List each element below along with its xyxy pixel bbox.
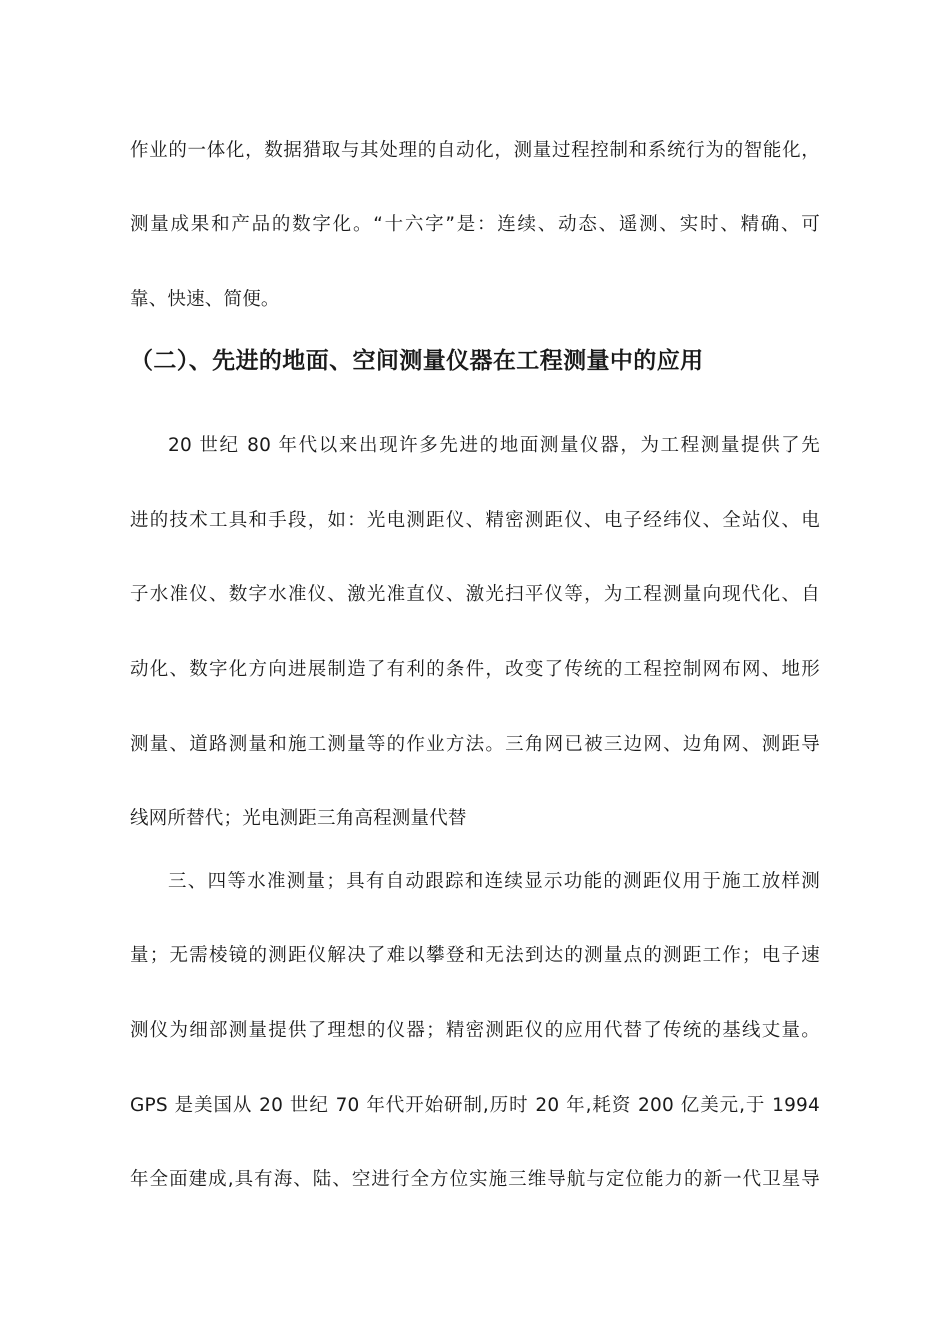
paragraph-2-line-6: 线网所替代；光电测距三角高程测量代替 — [130, 808, 467, 829]
paragraph-3-line-4: GPS 是美国从 20 世纪 70 年代开始研制,历时 20 年,耗资 200 亿美元,于 1994 — [130, 1095, 820, 1116]
paragraph-3-line-3: 测仪为细部测量提供了理想的仪器；精密测距仪的应用代替了传统的基线丈量。 — [130, 1020, 820, 1041]
paragraph-3-line-2: 量；无需棱镜的测距仪解决了难以攀登和无法到达的测量点的测距工作；电子速 — [130, 945, 820, 966]
paragraph-2-line-5: 测量、道路测量和施工测量等的作业方法。三角网已被三边网、边角网、测距导 — [130, 734, 820, 755]
paragraph-1-line-1: 作业的一体化，数据猎取与其处理的自动化，测量过程控制和系统行为的智能化， — [130, 140, 820, 161]
section-heading: （二）、先进的地面、空间测量仪器在工程测量中的应用 — [130, 348, 704, 374]
paragraph-1-line-2: 测量成果和产品的数字化。“十六字”是：连续、动态、遥测、实时、精确、可 — [130, 214, 820, 235]
paragraph-2-line-1: 20 世纪 80 年代以来出现许多先进的地面测量仪器，为工程测量提供了先 — [168, 435, 820, 456]
paragraph-1-line-3: 靠、快速、简便。 — [130, 289, 280, 310]
paragraph-3-line-5: 年全面建成,具有海、陆、空进行全方位实施三维导航与定位能力的新一代卫星导 — [130, 1169, 820, 1190]
paragraph-2-line-4: 动化、数字化方向进展制造了有利的条件，改变了传统的工程控制网布网、地形 — [130, 659, 820, 680]
paragraph-3-line-1: 三、四等水准测量；具有自动跟踪和连续显示功能的测距仪用于施工放样测 — [168, 871, 820, 892]
paragraph-2-line-2: 进的技术工具和手段，如：光电测距仪、精密测距仪、电子经纬仪、全站仪、电 — [130, 510, 820, 531]
paragraph-2-line-3: 子水准仪、数字水准仪、激光准直仪、激光扫平仪等，为工程测量向现代化、自 — [130, 584, 820, 605]
